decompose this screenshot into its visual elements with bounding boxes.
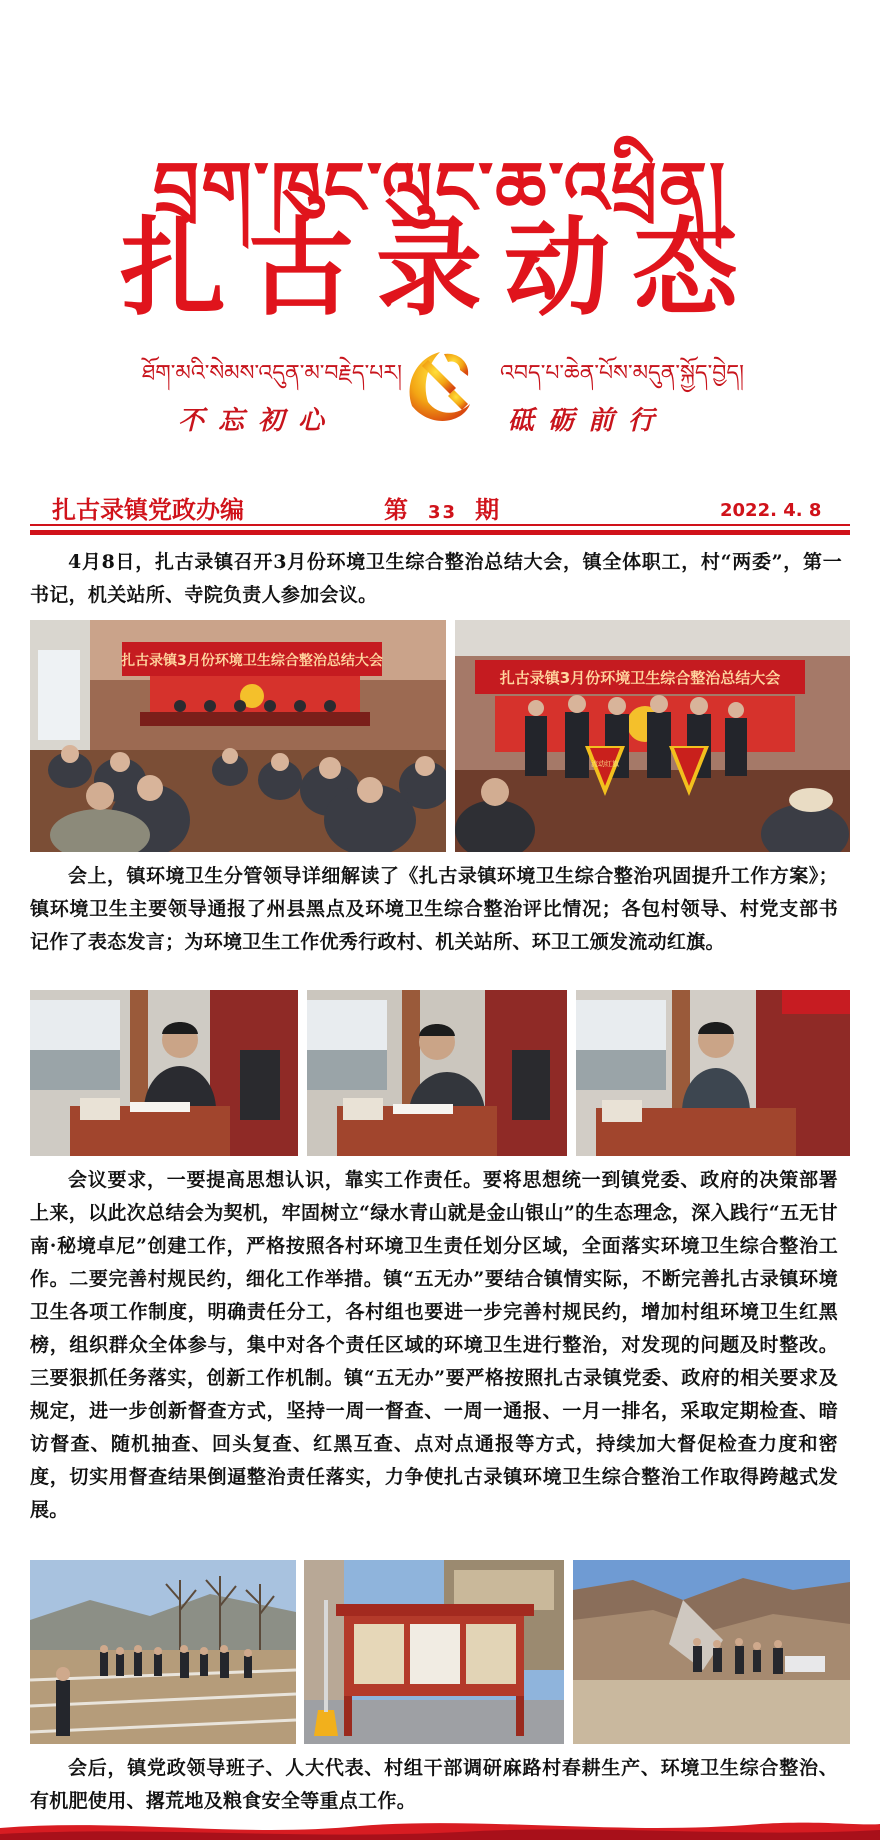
divider-thick bbox=[30, 530, 850, 535]
photo-notice-board bbox=[304, 1560, 564, 1744]
pennant-text: 流动红旗 bbox=[591, 760, 619, 768]
article-paragraph-4: 会后，镇党政领导班子、人大代表、村组干部调研麻路村春耕生产、环境卫生综合整治、有机肥使用、撂荒地及粮食安全等重点工作。 bbox=[30, 1757, 838, 1812]
photo-banner-text: 扎古录镇3月份环境卫生综合整治总结大会 bbox=[121, 653, 383, 669]
page-title: 扎古录动态 bbox=[120, 205, 760, 330]
party-emblem-icon bbox=[398, 340, 482, 432]
issue-suffix: 期 bbox=[475, 495, 502, 524]
issue-number-value: 33 bbox=[428, 502, 458, 523]
photo-meeting-hall bbox=[30, 620, 446, 852]
photo-speaker-3 bbox=[576, 990, 850, 1156]
tibetan-title: བྲག་ཁུང་ལུང་ཆ་འཕྲིན། bbox=[152, 146, 728, 230]
article-paragraph-3: 会议要求，一要提高思想认识，靠实工作责任。要将思想统一到镇党委、政府的决策部署上来，以此次总结会为契机，牢固树立“绿水青山就是金山银山”的生态理念，深入践行“五无甘南·秘境卓尼”创建工作，严格按照各村环境卫生责任划分区域，全面落实环境卫生综合整治工作。二要完善村规民约，细化工作举措。镇“五无办”要结合镇情实际，不断完善扎古录镇环境卫生各项工作制度，明确责任分工，各村组也要进一步完善村规民约，增加村组环境卫生红黑榜，组织群众全体参与，集中对各个责任区域的环境卫生进行整治，对发现的问题及时整改。三要狠抓任务落实，创新工作机制。镇“五无办”要严格按照扎古录镇党委、政府的相关要求及规定，进一步创新督查方式，坚持一周一督查、一周一通报、一月一排名，采取定期检查、暗访督查、随机抽查、回头复查、红黑互查、点对点通报等方式，持续加大督促检查力度和密度，切实用督查结果倒逼整治责任落实，力争使扎古录镇环境卫生综合整治工作取得跨越式发展。 bbox=[30, 1169, 838, 1521]
photo-field-inspection bbox=[30, 1560, 296, 1744]
issue-editor: 扎古录镇党政办编 bbox=[52, 495, 244, 524]
article-paragraph-1: 4月8日，扎古录镇召开3月份环境卫生综合整治总结大会，镇全体职工，村“两委”，第一书记，机关站所、寺院负责人参加会议。 bbox=[30, 551, 842, 606]
article-paragraph-2: 会上，镇环境卫生分管领导详细解读了《扎古录镇环境卫生综合整治巩固提升工作方案》；镇环境卫生主要领导通报了州县黑点及环境卫生综合整治评比情况；各包村领导、村党支部书记作了表态发言；为环境卫生工作优秀行政村、机关站所、环卫工颁发流动红旗。 bbox=[30, 865, 838, 953]
issue-number bbox=[384, 490, 501, 525]
slogan-left: 不忘初心 bbox=[178, 406, 339, 436]
photo-speaker-2 bbox=[307, 990, 567, 1156]
slogan-right-tibetan: འབད་པ་ཆེན་པོས་མདུན་སྐྱོད་བྱེད། bbox=[500, 361, 744, 386]
divider-thin bbox=[30, 524, 850, 526]
photo-speaker-1 bbox=[30, 990, 298, 1156]
photo-award-ceremony bbox=[455, 620, 850, 852]
photo-wasteland-survey bbox=[573, 1560, 850, 1744]
issue-prefix: 第 bbox=[384, 495, 410, 524]
bottom-decoration bbox=[0, 1818, 880, 1840]
issue-date: 2022. 4. 8 bbox=[720, 500, 822, 521]
slogan-left-tibetan: ཐོག་མའི་སེམས་འདུན་མ་བརྗེད་པར། bbox=[142, 361, 402, 386]
photo-banner-text-2: 扎古录镇3月份环境卫生综合整治总结大会 bbox=[499, 669, 781, 687]
slogan-right: 砥砺前行 bbox=[508, 406, 669, 436]
